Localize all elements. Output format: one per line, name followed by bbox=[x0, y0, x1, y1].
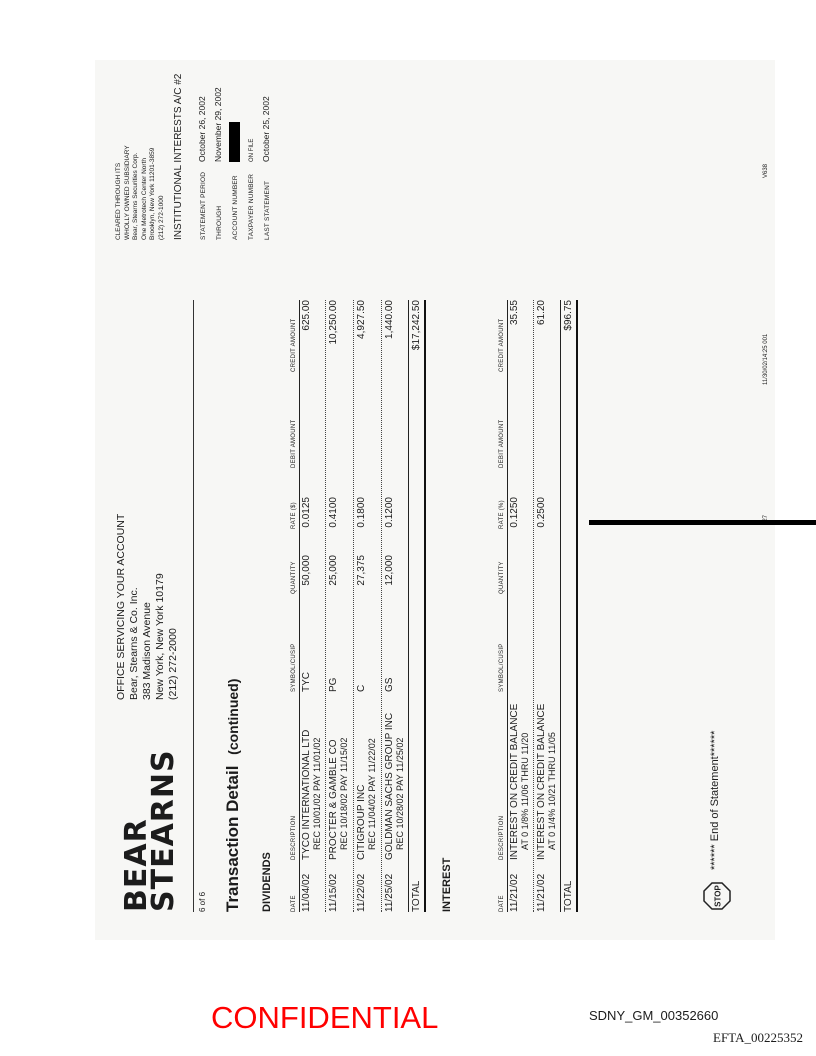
bates-number: SDNY_GM_00352660 bbox=[589, 1008, 719, 1023]
col-symbol: SYMBOL/CUSIP bbox=[291, 643, 297, 692]
row-subdescription: REC 11/04/02 PAY 11/22/02 bbox=[367, 738, 377, 850]
col-rate: RATE (%) bbox=[499, 500, 505, 529]
clearing-address bbox=[115, 145, 166, 240]
row-divider bbox=[408, 300, 409, 912]
redaction-box bbox=[229, 122, 240, 162]
total-rule bbox=[424, 300, 426, 912]
row-rate: 0.2500 bbox=[536, 497, 547, 528]
col-symbol: SYMBOL/CUSIP bbox=[499, 643, 505, 692]
row-description: PROCTER & GAMBLE CO bbox=[328, 739, 339, 860]
col-description: DESCRIPTION bbox=[499, 815, 505, 860]
dividends-heading: DIVIDENDS bbox=[261, 852, 273, 912]
row-subdescription: REC 10/18/02 PAY 11/15/02 bbox=[339, 737, 349, 850]
taxpayer-number-label: TAXPAYER NUMBER bbox=[248, 173, 255, 240]
col-debit: DEBIT AMOUNT bbox=[291, 419, 297, 468]
total-label: TOTAL bbox=[563, 880, 574, 912]
clearing-line: Brooklyn, New York 11201-3859 bbox=[149, 147, 156, 240]
dotted-divider bbox=[353, 300, 354, 912]
row-description: CITIGROUP INC bbox=[356, 784, 367, 860]
row-subdescription: REC 10/01/02 PAY 11/01/02 bbox=[312, 737, 322, 850]
row-quantity: 27,375 bbox=[356, 555, 367, 586]
row-symbol: GS bbox=[384, 677, 395, 692]
col-date: DATE bbox=[499, 895, 505, 912]
row-description: INTEREST ON CREDIT BALANCE bbox=[509, 703, 520, 860]
total-rule bbox=[576, 300, 578, 912]
taxpayer-number: ON FILE bbox=[249, 138, 255, 162]
row-date: 11/21/02 bbox=[509, 873, 520, 912]
last-statement-date: October 25, 2002 bbox=[261, 96, 271, 162]
dotted-divider bbox=[381, 300, 382, 912]
office-line: OFFICE SERVICING YOUR ACCOUNT bbox=[115, 513, 127, 700]
office-line: 383 Madison Avenue bbox=[141, 602, 153, 700]
row-date: 11/25/02 bbox=[384, 873, 395, 912]
row-divider bbox=[560, 300, 561, 912]
row-rate: 0.4100 bbox=[328, 497, 339, 528]
title-suffix: (continued) bbox=[225, 678, 241, 755]
col-quantity: QUANTITY bbox=[291, 561, 297, 594]
row-subdescription: REC 10/28/02 PAY 11/25/02 bbox=[395, 737, 405, 850]
statement-period-label: STATEMENT PERIOD bbox=[200, 171, 207, 240]
row-rate: 0.1200 bbox=[384, 497, 395, 528]
last-statement-label: LAST STATEMENT bbox=[264, 180, 271, 240]
row-quantity: 12,000 bbox=[384, 555, 395, 586]
dotted-divider bbox=[325, 300, 326, 912]
efta-number: EFTA_00225352 bbox=[713, 1030, 803, 1045]
rotated-statement bbox=[95, 60, 775, 940]
end-of-statement: ****** End of Statement****** bbox=[709, 730, 721, 870]
office-address bbox=[115, 514, 180, 700]
stop-sign-icon bbox=[703, 882, 731, 910]
footer-timestamp: 11/30/02/14:25 001 bbox=[763, 333, 769, 385]
interest-heading: INTEREST bbox=[441, 857, 453, 912]
row-rate: 0.0125 bbox=[301, 497, 312, 528]
row-date: 11/04/02 bbox=[301, 873, 312, 912]
row-date: 11/22/02 bbox=[356, 873, 367, 912]
row-credit: 625.00 bbox=[301, 300, 312, 331]
row-description: TYCO INTERNATIONAL LTD bbox=[301, 729, 312, 860]
col-debit: DEBIT AMOUNT bbox=[499, 419, 505, 468]
title-text: Transaction Detail bbox=[223, 765, 242, 912]
section-title bbox=[223, 679, 243, 912]
row-credit: 61.20 bbox=[536, 300, 547, 326]
row-date: 11/15/02 bbox=[328, 873, 339, 912]
col-credit: CREDIT AMOUNT bbox=[291, 318, 297, 372]
clearing-line: Bear, Stearns Securities Corp. bbox=[132, 152, 139, 240]
bear-stearns-logo bbox=[119, 749, 181, 912]
row-description: INTEREST ON CREDIT BALANCE bbox=[536, 703, 547, 860]
row-date: 11/21/02 bbox=[536, 873, 547, 912]
through-label: THROUGH bbox=[216, 205, 223, 240]
row-credit: 35.55 bbox=[509, 300, 520, 326]
total-label: TOTAL bbox=[411, 880, 422, 912]
office-line: Bear, Stearns & Co. Inc. bbox=[128, 587, 140, 700]
clearing-line: WHOLLY OWNED SUBSIDIARY bbox=[123, 145, 131, 240]
logo-line-1: BEAR bbox=[119, 818, 154, 912]
row-rate: 0.1250 bbox=[509, 497, 520, 528]
clearing-line: One Metrotech Center North bbox=[140, 157, 148, 240]
clearing-line: (212) 272-1000 bbox=[157, 195, 165, 240]
row-description: GOLDMAN SACHS GROUP INC bbox=[384, 712, 395, 860]
office-line: (212) 272-2000 bbox=[167, 628, 179, 700]
col-rate: RATE ($) bbox=[291, 502, 297, 529]
account-name: INSTITUTIONAL INTERESTS A/C #2 bbox=[173, 73, 184, 240]
dividends-total: $17,242.50 bbox=[411, 300, 422, 351]
col-date: DATE bbox=[291, 895, 297, 912]
svg-text:STOP: STOP bbox=[713, 885, 723, 907]
logo-line-2: STEARNS bbox=[146, 749, 181, 912]
dotted-divider bbox=[533, 300, 534, 912]
confidential-stamp: CONFIDENTIAL bbox=[211, 1000, 439, 1035]
header-divider bbox=[193, 300, 194, 912]
row-divider bbox=[507, 300, 508, 912]
row-credit: 1,440.00 bbox=[384, 300, 395, 339]
page-indicator: 6 of 6 bbox=[198, 891, 207, 912]
row-rate: 0.1800 bbox=[356, 497, 367, 528]
row-symbol: C bbox=[356, 684, 367, 692]
col-credit: CREDIT AMOUNT bbox=[499, 318, 505, 372]
row-symbol: TYC bbox=[301, 672, 312, 692]
through-date: November 29, 2002 bbox=[213, 87, 223, 162]
office-line: New York, New York 10179 bbox=[154, 573, 166, 700]
col-quantity: QUANTITY bbox=[499, 561, 505, 594]
col-description: DESCRIPTION bbox=[291, 815, 297, 860]
interest-total: $96.75 bbox=[563, 300, 574, 331]
row-symbol: PG bbox=[328, 677, 339, 692]
row-divider bbox=[299, 300, 300, 912]
statement-meta bbox=[195, 87, 275, 240]
account-number-label: ACCOUNT NUMBER bbox=[232, 175, 239, 240]
clearing-line: CLEARED THROUGH ITS bbox=[115, 162, 122, 240]
statement-period: October 26, 2002 bbox=[197, 96, 207, 162]
footer-version: V638 bbox=[763, 163, 769, 178]
row-quantity: 25,000 bbox=[328, 555, 339, 586]
row-credit: 10,250.00 bbox=[328, 300, 339, 345]
row-quantity: 50,000 bbox=[301, 555, 312, 586]
scan-black-bar bbox=[589, 520, 816, 525]
row-subdescription: AT 0 1/4% 10/21 THRU 11/05 bbox=[547, 732, 557, 850]
row-credit: 4,927.50 bbox=[356, 300, 367, 339]
row-subdescription: AT 0 1/8% 11/06 THRU 11/20 bbox=[520, 732, 530, 850]
